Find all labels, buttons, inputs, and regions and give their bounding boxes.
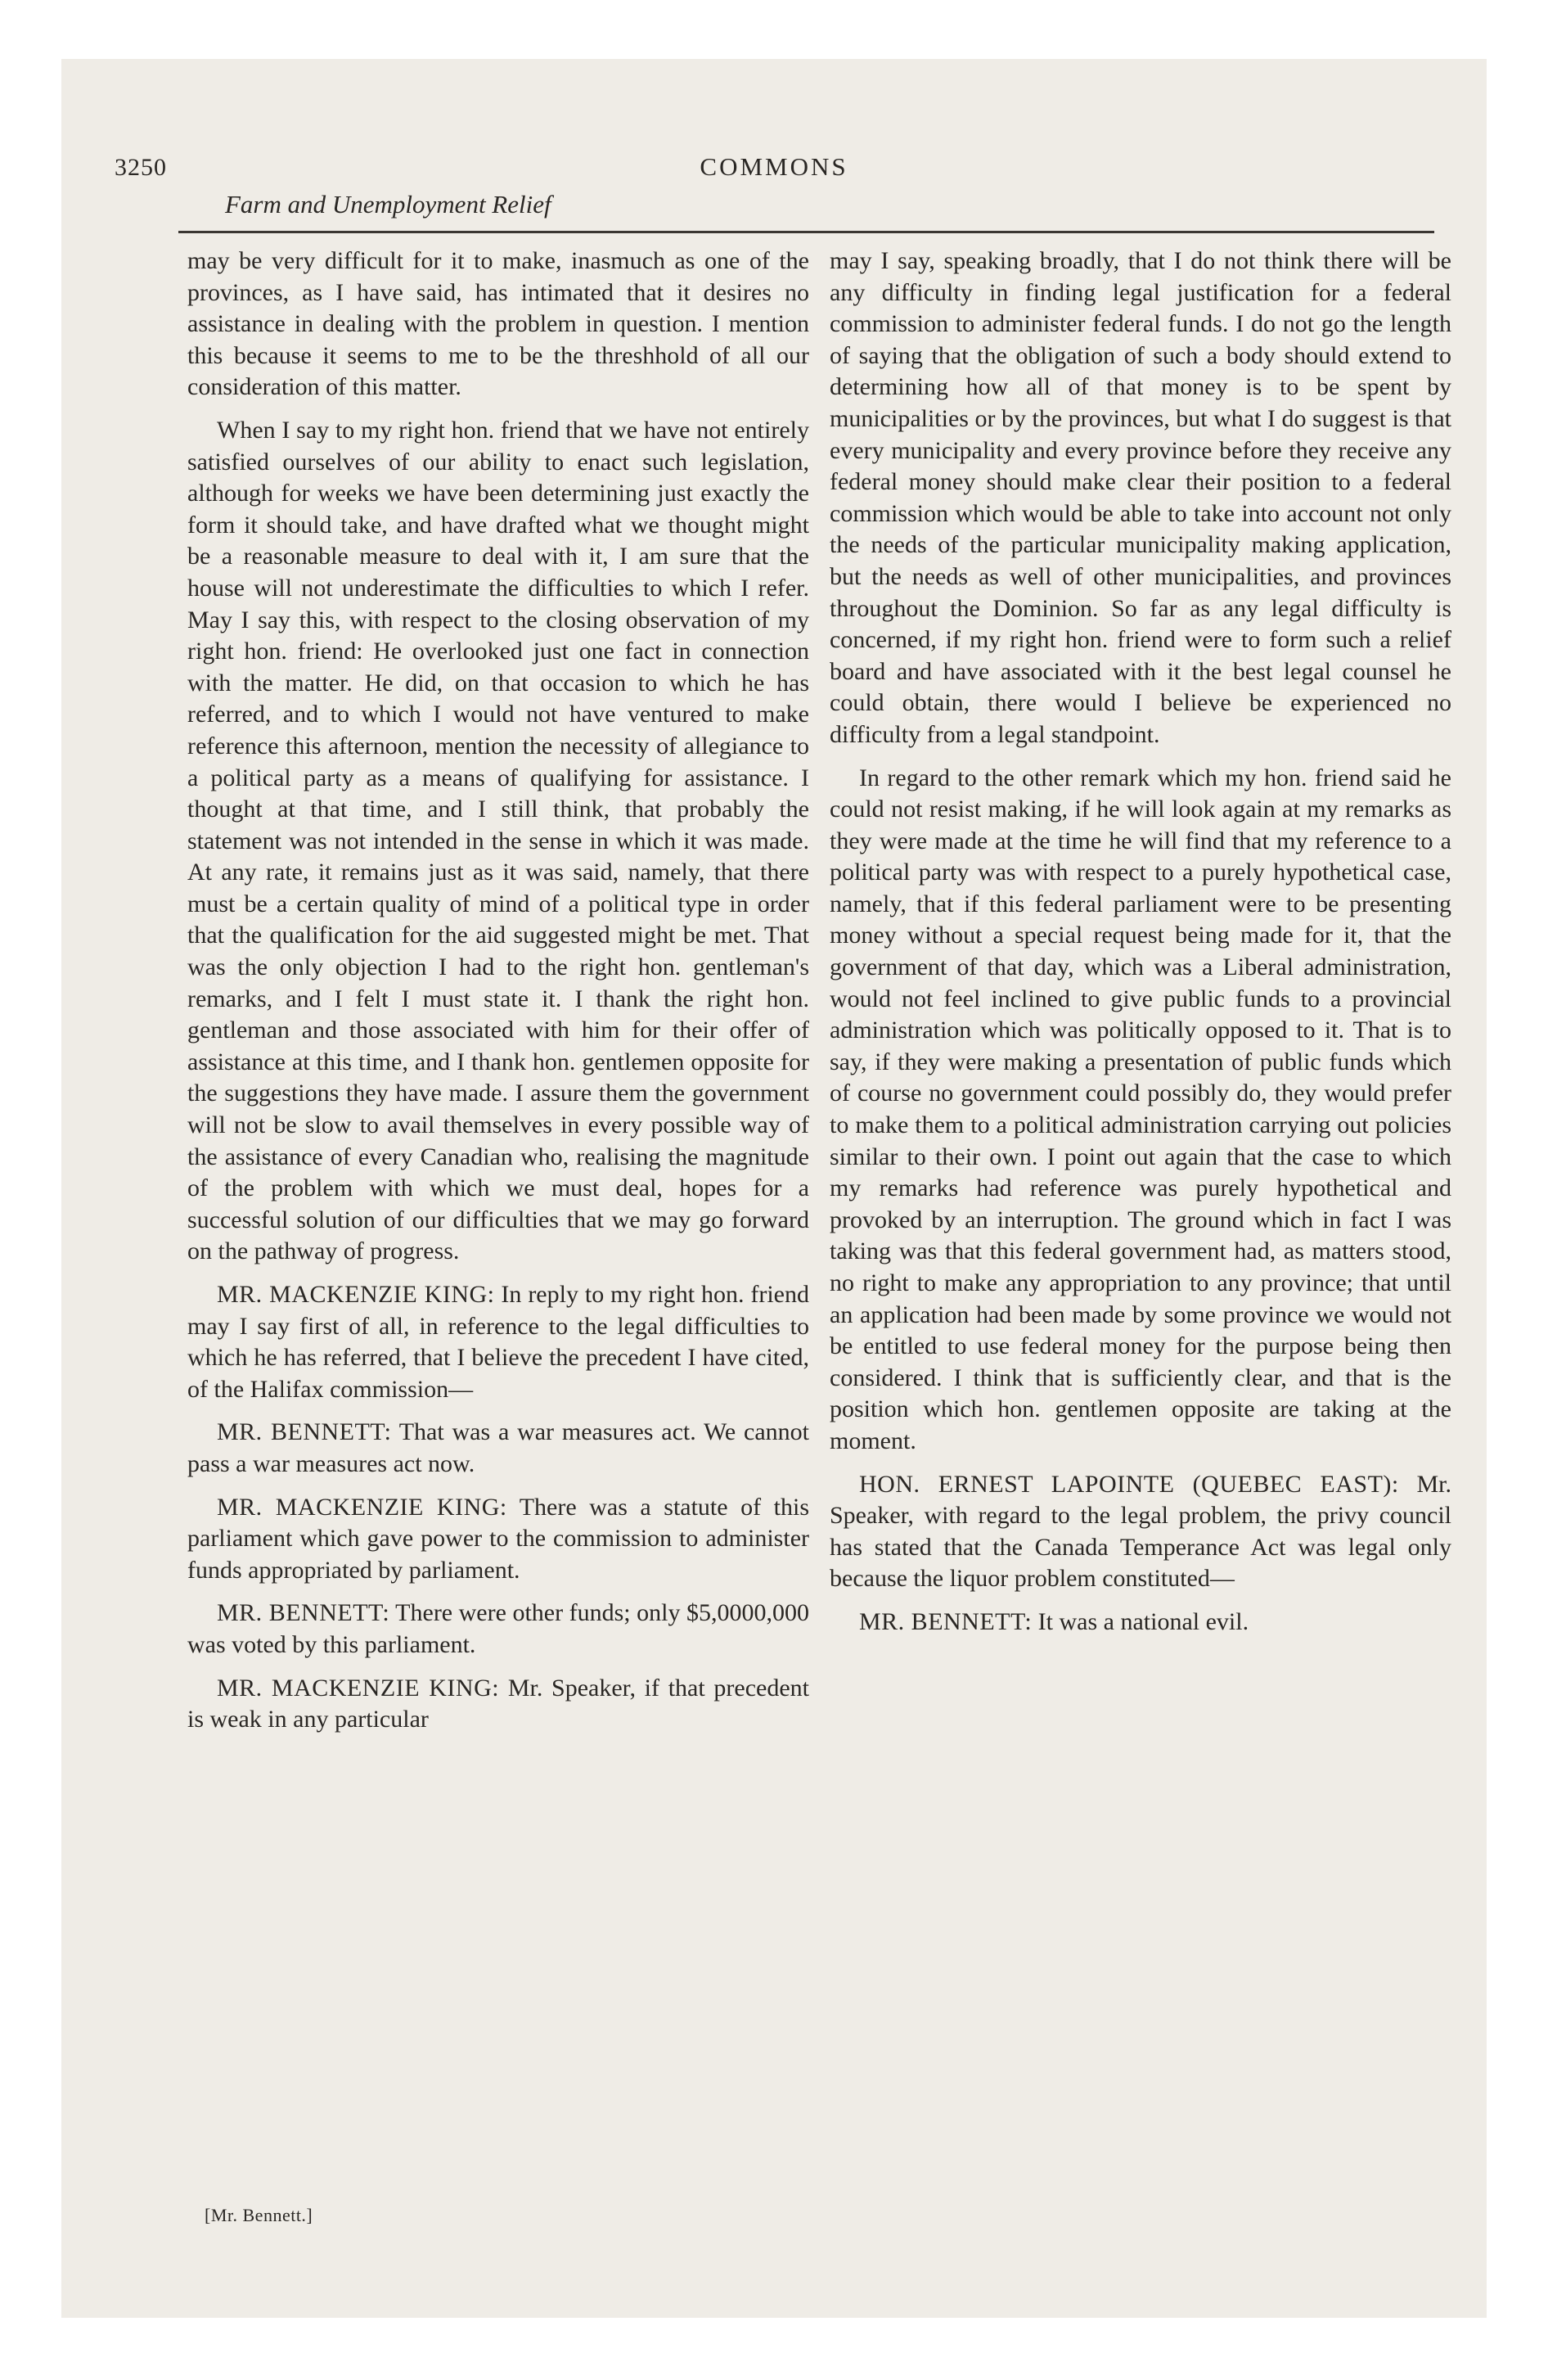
speech-paragraph: MR. BENNETT: There were other funds; only $5,0000,000 was voted by this parliament. [187, 1599, 809, 1658]
speaker-name: MR. BENNETT: [217, 1418, 392, 1446]
left-column [187, 246, 809, 1747]
paragraph: may be very difficult for it to make, inasmuch as one of the provinces, as I have said, has intimated that it desires no assistance in dealing with the problem in question. I mention this because it seems to me to be the threshhold of all our consideration of this matter. [187, 247, 809, 401]
right-column [830, 246, 1451, 1650]
speech-paragraph: MR. BENNETT: It was a national evil. [859, 1607, 1249, 1635]
speaker-name: MR. MACKENZIE KING: [217, 1493, 507, 1521]
page-number: 3250 [115, 154, 167, 181]
speech-paragraph: HON. ERNEST LAPOINTE (QUEBEC EAST): Mr. Speaker, with regard to the legal problem, the privy council has stated that the Canada Temperance Act was legal only because the liquor problem constituted— [830, 1470, 1452, 1593]
speech-paragraph: MR. BENNETT: That was a war measures act. We cannot pass a war measures act now. [187, 1418, 809, 1477]
paragraph: When I say to my right hon. friend that we have not entirely satisfied ourselves of our ability to enact such legislation, although for weeks we have been determining just exactly the form it should take, and have drafted what we thought might be a reasonable measure to deal with it, I am sure that the house will not underestimate the difficulties to which I refer. May I say this, with respect to the closing observation of my right hon. friend: He overlooked just one fact in connection with the matter. He did, on that occasion to which he has referred, and to which I would not have ventured to make reference this afternoon, mention the necessity of allegiance to a political party as a means of qualifying for assistance. I thought at that time, and I still think, that probably the statement was not intended in the sense in which it was made. At any rate, it remains just as it was said, namely, that there must be a certain quality of mind of a political type in order that the qualification for the aid suggested might be met. That was the only objection I had to the right hon. gentleman's remarks, and I felt I must state it. I thank the right hon. gentleman and those associated with him for their offer of assistance at this time, and I thank hon. gentlemen opposite for the suggestions they have made. I assure them the government will not be slow to avail themselves in every possible way of the assistance of every Canadian who, realising the magnitude of the problem with which we must deal, hopes for a successful solution of our difficulties that we may go forward on the pathway of progress. [187, 416, 809, 1265]
speech-paragraph: MR. MACKENZIE KING: Mr. Speaker, if that precedent is weak in any particular [187, 1674, 810, 1733]
speaker-name: HON. ERNEST LAPOINTE (QUEBEC EAST): [859, 1470, 1399, 1498]
paragraph: may I say, speaking broadly, that I do not think there will be any difficulty in finding legal justification for a federal commission to administer federal funds. I do not go the length of saying that the obligation of such a body should extend to determining how all of that money is to be spent by municipalities or by the provinces, but what I do suggest is that every municipality and every province before they receive any federal money should make clear their position to a federal commission which would be able to take into account not only the needs of the particular municipality making application, but the needs as well of other municipalities, and provinces throughout the Dominion. So far as any legal difficulty is concerned, if my right hon. friend were to form such a relief board and have associated with it the best legal counsel he could obtain, there would I believe be experienced no difficulty from a legal standpoint. [830, 247, 1451, 748]
footer-speaker-note: [Mr. Bennett.] [205, 2205, 313, 2225]
running-head: COMMONS [700, 152, 848, 181]
speech-paragraph: MR. MACKENZIE KING: There was a statute of this parliament which gave power to the commission to administer funds appropriated by parliament. [187, 1493, 809, 1584]
header-rule [178, 231, 1434, 233]
speaker-name: MR. BENNETT: [859, 1607, 1033, 1635]
subject-heading: Farm and Unemployment Relief [225, 190, 551, 219]
speaker-name: MR. BENNETT: [217, 1599, 390, 1627]
speaker-name: MR. MACKENZIE KING: [217, 1674, 500, 1702]
speaker-name: MR. MACKENZIE KING: [217, 1281, 495, 1308]
paragraph: In regard to the other remark which my hon. friend said he could not resist making, if he will look again at my remarks as they were made at the time he will find that my reference to a political party was with respect to a purely hypothetical case, namely, that if this federal parliament were to be presenting money without a special request being made for it, that the government of that day, which was a Liberal administration, would not feel inclined to give public funds to a provincial administration which was politically opposed to it. That is to say, if they were making a presentation of public funds which of course no government could possibly do, they would prefer to make them to a political administration carrying out policies similar to their own. I point out again that the case to which my remarks had reference was purely hypothetical and provoked by an interruption. The ground which in fact I was taking was that this federal government had, as matters stood, no right to make any appropriation to any province; that until an application had been made by some province we would not be entitled to use federal money for the purpose being then considered. I think that is sufficiently clear, and that is the position which hon. gentlemen opposite are taking at the moment. [830, 764, 1451, 1454]
speech-paragraph: MR. MACKENZIE KING: In reply to my right hon. friend may I say first of all, in reference to the legal difficulties to which he has referred, that I believe the precedent I have cited, of the Halifax commission— [187, 1281, 809, 1403]
